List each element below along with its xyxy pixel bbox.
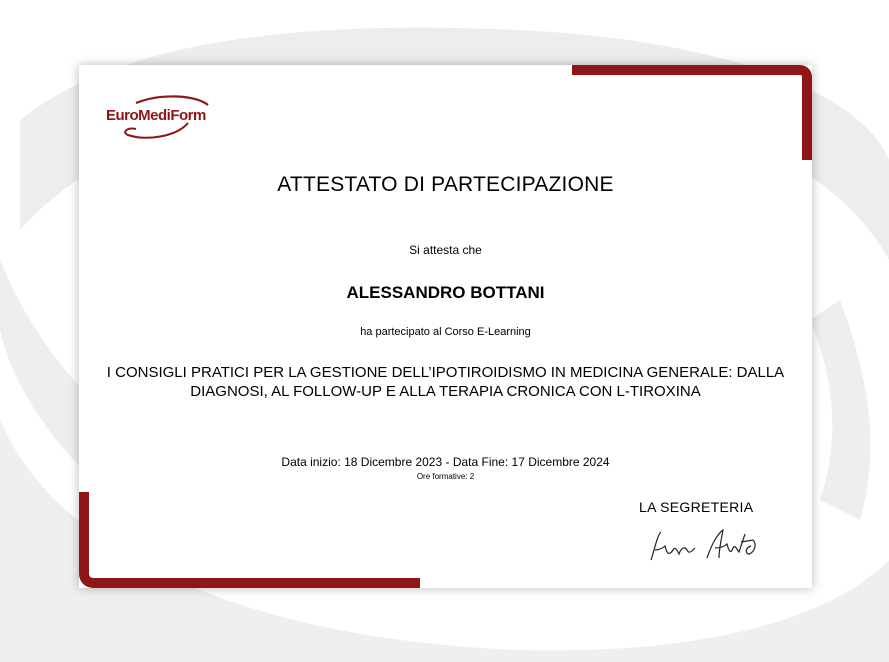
signature-icon: [641, 520, 771, 570]
course-title: I CONSIGLI PRATICI PER LA GESTIONE DELL’IPOTIROIDISMO IN MEDICINA GENERALE: DALLA DIAGNOSI, AL FOLLOW-UP E ALLA TERAPIA CRONICA CON L-TIROXINA: [106, 364, 785, 400]
euromediform-logo: [106, 93, 216, 145]
decorative-corner-bottom-left: [79, 492, 420, 588]
logo-text: EuroMediForm: [106, 107, 206, 124]
training-hours: Ore formative: 2: [416, 472, 475, 481]
participant-name: ALESSANDRO BOTTANI: [346, 283, 545, 302]
certificate-title: ATTESTATO DI PARTECIPAZIONE: [277, 173, 614, 196]
certificate-page: [79, 65, 812, 588]
course-dates: Data inizio: 18 Dicembre 2023 - Data Fine: 17 Dicembre 2024: [281, 455, 610, 469]
intro-text: Si attesta che: [409, 243, 482, 257]
participation-text: ha partecipato al Corso E-Learning: [360, 326, 531, 338]
signer-title: LA SEGRETERIA: [639, 499, 754, 515]
decorative-corner-top-right: [572, 65, 812, 160]
